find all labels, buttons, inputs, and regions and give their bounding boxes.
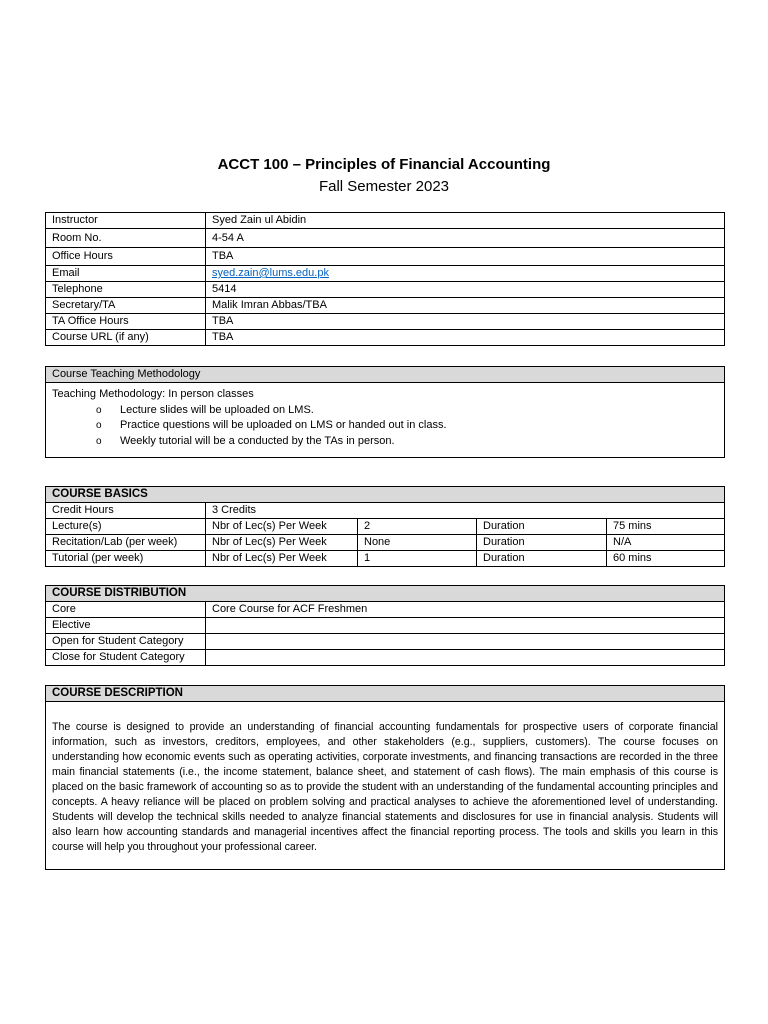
table-row xyxy=(46,519,725,535)
duration-value: N/A xyxy=(607,535,725,551)
info-label: TA Office Hours xyxy=(46,314,206,330)
distribution-label: Elective xyxy=(46,618,206,634)
course-basics-heading: COURSE BASICS xyxy=(46,487,725,503)
bullet-icon: o xyxy=(96,435,102,447)
methodology-intro: Teaching Methodology: In person classes xyxy=(52,388,254,400)
info-value: Malik Imran Abbas/TBA xyxy=(206,298,725,314)
info-label: Secretary/TA xyxy=(46,298,206,314)
page-title: ACCT 100 – Principles of Financial Accounting xyxy=(217,156,551,173)
nbr-value: 1 xyxy=(358,551,477,567)
table-row xyxy=(46,702,725,870)
info-label: Telephone xyxy=(46,282,206,298)
info-label: Office Hours xyxy=(46,248,206,266)
distribution-label: Close for Student Category xyxy=(46,650,206,666)
table-row xyxy=(46,650,725,666)
info-label: Room No. xyxy=(46,229,206,248)
distribution-value xyxy=(206,650,725,666)
table-row xyxy=(46,330,725,346)
nbr-label: Nbr of Lec(s) Per Week xyxy=(206,519,358,535)
duration-label: Duration xyxy=(477,551,607,567)
course-description-table xyxy=(45,685,725,870)
nbr-value: 2 xyxy=(358,519,477,535)
duration-value: 60 mins xyxy=(607,551,725,567)
course-description-text: The course is designed to provide an understanding of financial accounting fundamentals for prospective users of corporate financial information, such as investors, creditors, employees, and other stakeholders (e.g., suppliers, customers). The course focuses on understanding how economic events such as operating activities, corporate investments, and financing transactions are recorded in the three main financial statements (i.e., the income statement, balance sheet, and statement of cash flows). The main emphasis of this course is placed on the basic framework of accounting so as to provide the student with an understanding of the fundamental accounting principles and concepts. A heavy reliance will be placed on problem solving and practical analyses to achieve the aforementioned level of understanding. Students will develop the technical skills needed to analyze financial statements and disclosures for use in financial analysis. Students will also learn how accounting standards and managerial incentives affect the financial reporting process. The tools and skills you learn in this course will help you throughout your professional career. xyxy=(46,702,725,870)
table-row xyxy=(46,686,725,702)
list-item xyxy=(52,418,718,434)
table-row xyxy=(46,535,725,551)
info-value: 5414 xyxy=(206,282,725,298)
bullet-icon: o xyxy=(96,420,102,431)
info-label: Course URL (if any) xyxy=(46,330,206,346)
info-label: Email xyxy=(46,266,206,282)
info-label: Instructor xyxy=(46,213,206,229)
info-value: 4-54 A xyxy=(206,229,725,248)
course-distribution-heading: COURSE DISTRIBUTION xyxy=(46,586,725,602)
table-row xyxy=(46,503,725,519)
methodology-table xyxy=(45,366,725,458)
distribution-label: Open for Student Category xyxy=(46,634,206,650)
bullet-text: Practice questions will be uploaded on LMS or handed out in class. xyxy=(120,419,447,431)
credit-hours-label: Credit Hours xyxy=(46,503,206,519)
duration-label: Duration xyxy=(477,535,607,551)
bullet-text: Weekly tutorial will be a conducted by the TAs in person. xyxy=(120,434,395,447)
duration-label: Duration xyxy=(477,519,607,535)
table-row xyxy=(46,282,725,298)
table-row xyxy=(46,367,725,383)
list-item xyxy=(52,403,718,419)
distribution-value xyxy=(206,634,725,650)
bullet-text: Lecture slides will be uploaded on LMS. xyxy=(120,403,314,416)
info-value: TBA xyxy=(206,330,725,346)
distribution-value xyxy=(206,618,725,634)
table-row xyxy=(46,213,725,229)
list-item xyxy=(52,434,718,450)
course-description-heading: COURSE DESCRIPTION xyxy=(46,686,725,702)
nbr-label: Nbr of Lec(s) Per Week xyxy=(206,535,358,551)
course-basics-table xyxy=(45,486,725,567)
page-subtitle: Fall Semester 2023 xyxy=(318,178,450,195)
basics-row-label: Tutorial (per week) xyxy=(46,551,206,567)
info-value: Syed Zain ul Abidin xyxy=(206,213,725,229)
table-row xyxy=(46,383,725,458)
info-value: TBA xyxy=(206,314,725,330)
duration-value: 75 mins xyxy=(607,519,725,535)
table-row xyxy=(46,618,725,634)
nbr-value: None xyxy=(358,535,477,551)
distribution-label: Core xyxy=(46,602,206,618)
basics-row-label: Lecture(s) xyxy=(46,519,206,535)
distribution-value: Core Course for ACF Freshmen xyxy=(206,602,725,618)
table-row xyxy=(46,487,725,503)
nbr-label: Nbr of Lec(s) Per Week xyxy=(206,551,358,567)
methodology-heading: Course Teaching Methodology xyxy=(46,367,725,383)
basics-row-label: Recitation/Lab (per week) xyxy=(46,535,206,551)
email-link[interactable]: syed.zain@lums.edu.pk xyxy=(212,267,329,279)
info-value: TBA xyxy=(206,248,725,266)
table-row xyxy=(46,298,725,314)
table-row xyxy=(46,586,725,602)
table-row xyxy=(46,602,725,618)
table-row xyxy=(46,634,725,650)
instructor-info-table xyxy=(45,212,725,346)
bullet-icon: o xyxy=(96,404,102,416)
table-row xyxy=(46,266,725,282)
table-row xyxy=(46,229,725,248)
table-row xyxy=(46,248,725,266)
credit-hours-value: 3 Credits xyxy=(206,503,725,519)
table-row xyxy=(46,551,725,567)
table-row xyxy=(46,314,725,330)
course-distribution-table xyxy=(45,585,725,666)
info-value xyxy=(206,266,725,282)
methodology-body xyxy=(46,383,725,458)
